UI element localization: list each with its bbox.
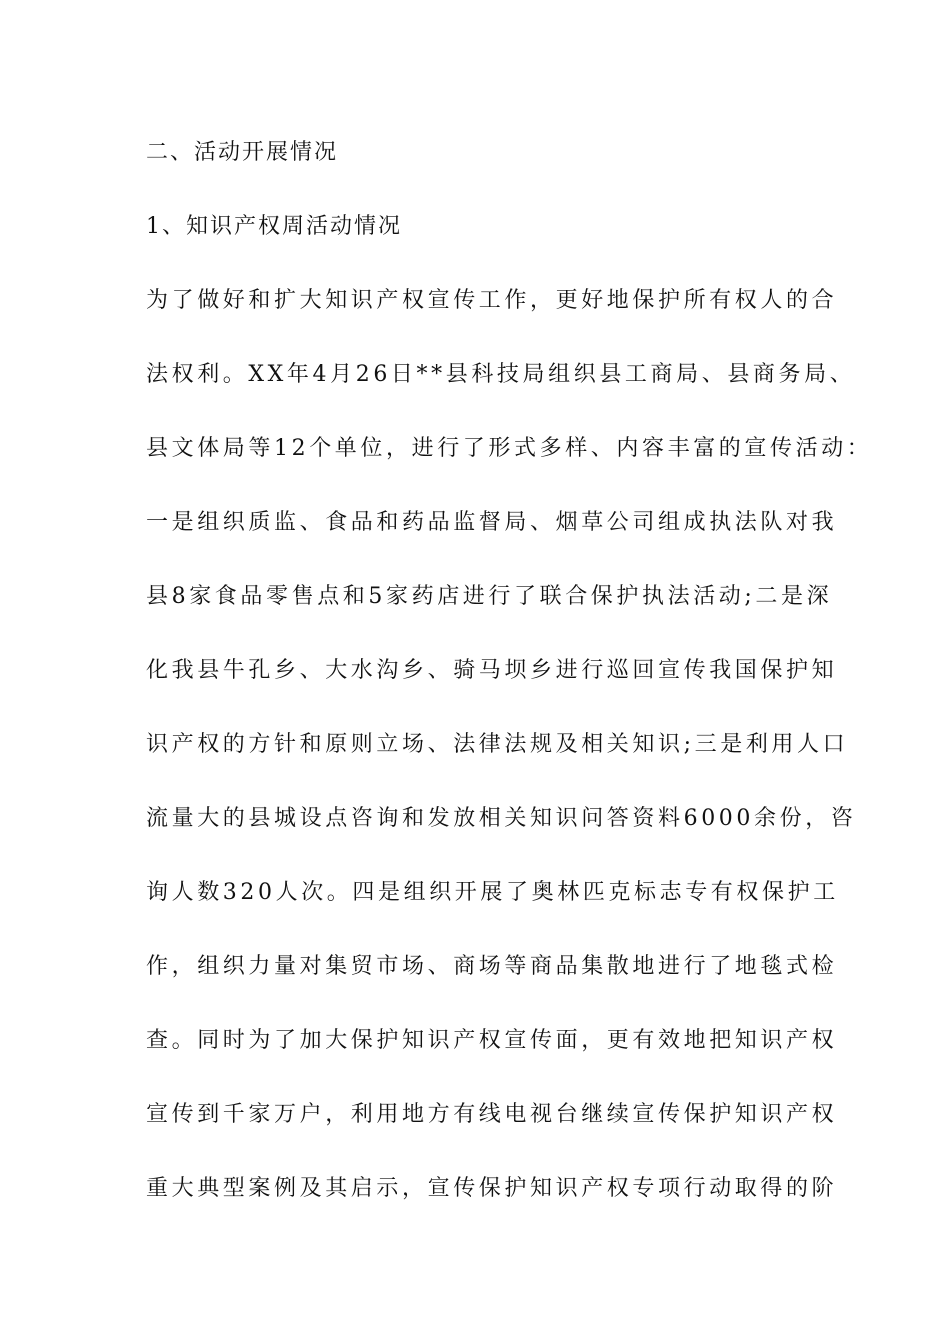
body-line: 法权利。XX年4月26日**县科技局组织县工商局、县商务局、	[146, 362, 856, 387]
body-line: 宣传到千家万户，利用地方有线电视台继续宣传保护知识产权	[146, 1102, 838, 1127]
body-line: 重大典型案例及其启示，宣传保护知识产权专项行动取得的阶	[146, 1176, 838, 1201]
body-line: 县8家食品零售点和5家药店进行了联合保护执法活动;二是深	[146, 584, 833, 609]
body-line: 查。同时为了加大保护知识产权宣传面，更有效地把知识产权	[146, 1028, 838, 1053]
body-line: 县文体局等12个单位，进行了形式多样、内容丰富的宣传活动：	[146, 436, 873, 461]
body-line: 作，组织力量对集贸市场、商场等商品集散地进行了地毯式检	[146, 954, 838, 979]
body-line: 识产权的方针和原则立场、法律法规及相关知识;三是利用人口	[146, 732, 849, 757]
subsection-heading: 1、知识产权周活动情况	[146, 214, 402, 239]
body-line: 询人数320人次。四是组织开展了奥林匹克标志专有权保护工	[146, 880, 839, 905]
body-line: 为了做好和扩大知识产权宣传工作，更好地保护所有权人的合	[146, 288, 838, 313]
body-line: 一是组织质监、食品和药品监督局、烟草公司组成执法队对我	[146, 510, 838, 535]
section-heading: 二、活动开展情况	[146, 140, 339, 165]
body-line: 流量大的县城设点咨询和发放相关知识问答资料6000余份，咨	[146, 806, 857, 831]
body-line: 化我县牛孔乡、大水沟乡、骑马坝乡进行巡回宣传我国保护知	[146, 658, 838, 683]
